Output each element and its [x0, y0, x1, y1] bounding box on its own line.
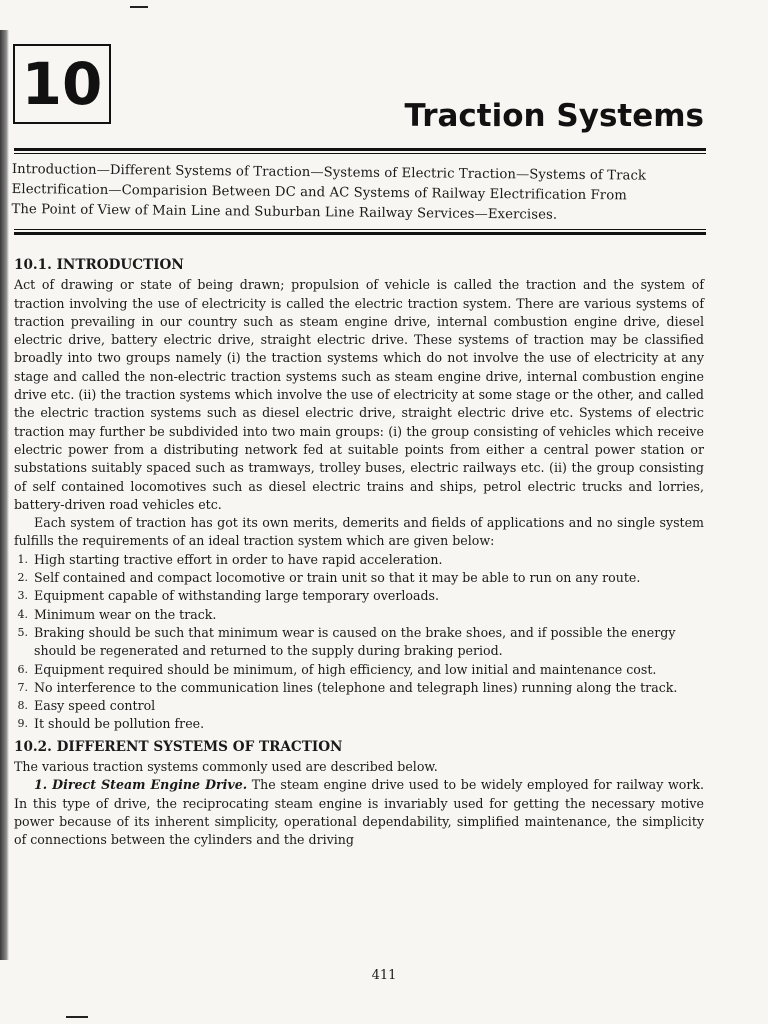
bottom-rule-thin — [14, 229, 706, 230]
list-item-text: No interference to the communication lines (telephone and telegraph lines) running along the track. — [34, 679, 678, 695]
list-item-text: Minimum wear on the track. — [34, 606, 217, 622]
contents-line: Electrification—Comparision Between DC and AC Systems of Railway Electrification From — [11, 181, 627, 204]
list-item — [17, 624, 704, 661]
list-item — [17, 606, 704, 624]
contents-line: Introduction—Different Systems of Traction—Systems of Electric Traction—Systems of Track — [11, 161, 647, 184]
list-item-number: 5. — [17, 625, 28, 639]
top-rule-thick — [14, 148, 706, 151]
chapter-number: 10 — [21, 50, 103, 118]
page-body — [14, 256, 704, 850]
introduction-text — [14, 276, 704, 550]
requirements-list — [14, 551, 704, 734]
section-heading-systems: 10.2. DIFFERENT SYSTEMS OF TRACTION — [14, 738, 343, 755]
list-item-text: Easy speed control — [34, 698, 156, 714]
bottom-rule-thick — [14, 232, 706, 235]
top-mark — [130, 6, 148, 8]
list-item — [17, 569, 704, 587]
list-item — [17, 679, 704, 697]
contents-line: The Point of View of Main Line and Suburban Line Railway Services—Exercises. — [11, 201, 558, 223]
steam-drive-paragraph — [14, 776, 704, 849]
chapter-number-box — [13, 44, 111, 124]
list-item-number: 4. — [17, 607, 28, 621]
systems-text — [14, 758, 704, 849]
ideal-system-paragraph: Each system of traction has got its own merits, demerits and fields of applications and no single system fulfills the requirements of an ideal traction system which are given below: — [14, 515, 704, 549]
list-item-number: 2. — [17, 571, 28, 585]
chapter-contents — [11, 160, 706, 227]
list-item-text: High starting tractive effort in order to have rapid acceleration. — [34, 551, 443, 567]
book-spine-shadow — [0, 30, 9, 960]
chapter-title: Traction Systems — [404, 98, 704, 134]
list-item-text: It should be pollution free. — [34, 716, 205, 732]
page-number: 411 — [371, 968, 397, 983]
list-item-number: 3. — [17, 589, 28, 603]
list-item — [17, 661, 704, 679]
introduction-paragraph: Act of drawing or state of being drawn; propulsion of vehicle is called the traction and the system of traction involving the use of electricity is called the electric traction system. There are various systems of traction prevailing in our country such as steam engine drive, internal combustion engine drive, diesel electric drive, battery electric drive, straight electric drive. These systems of traction may be classified broadly into two groups namely (i) the traction systems which do not involve the use of electricity at any stage and called the non-electric traction systems such as steam engine drive, internal combustion engine drive etc. (ii) the traction systems which involve the use of electricity at some stage or the other, and called the electric traction systems such as diesel electric drive, straight electric drive etc. Systems of electric traction may further be subdivided into two main groups: (i) the group consisting of vehicles which receive electric power from a distributing network fed at suitable points from either a central power station or substations suitably spaced such as tramways, trolley buses, electric railways etc. (ii) the group consisting of self contained locomotives such as diesel electric trains and ships, petrol electric trucks and lorries, battery-driven road vehicles etc. — [14, 277, 704, 512]
list-item — [17, 551, 704, 569]
list-item-number: 9. — [17, 717, 28, 731]
list-item-number: 6. — [17, 662, 28, 676]
list-item-text: Self contained and compact locomotive or train unit so that it may be able to run on any route. — [34, 570, 641, 586]
systems-intro: The various traction systems commonly used are described below. — [14, 759, 438, 775]
top-rule-thin — [14, 153, 706, 154]
list-item — [17, 697, 704, 715]
list-item-number: 7. — [17, 680, 28, 694]
list-item-number: 8. — [17, 699, 28, 713]
list-item-text: Braking should be such that minimum wear is caused on the brake shoes, and if possible the energy should be regenerated and returned to the supply during braking period. — [34, 624, 676, 659]
section-heading-introduction: 10.1. INTRODUCTION — [14, 257, 184, 273]
steam-drive-text: The steam engine drive used to be widely employed for railway work. In this type of drive, the reciprocating steam engine is invariably used for getting the necessary motive power because of its inherent simplicity, operational dependability, simplified maintenance, the simplicity of connections between the cylinders and the driving — [14, 777, 704, 848]
list-item-number: 1. — [17, 552, 28, 566]
list-item — [17, 715, 704, 733]
steam-drive-title: 1. Direct Steam Engine Drive. — [34, 777, 248, 793]
list-item-text: Equipment required should be minimum, of high efficiency, and low initial and maintenance cost. — [34, 661, 657, 677]
list-item-text: Equipment capable of withstanding large temporary overloads. — [34, 588, 439, 604]
bottom-mark — [66, 1016, 88, 1018]
list-item — [17, 587, 704, 605]
